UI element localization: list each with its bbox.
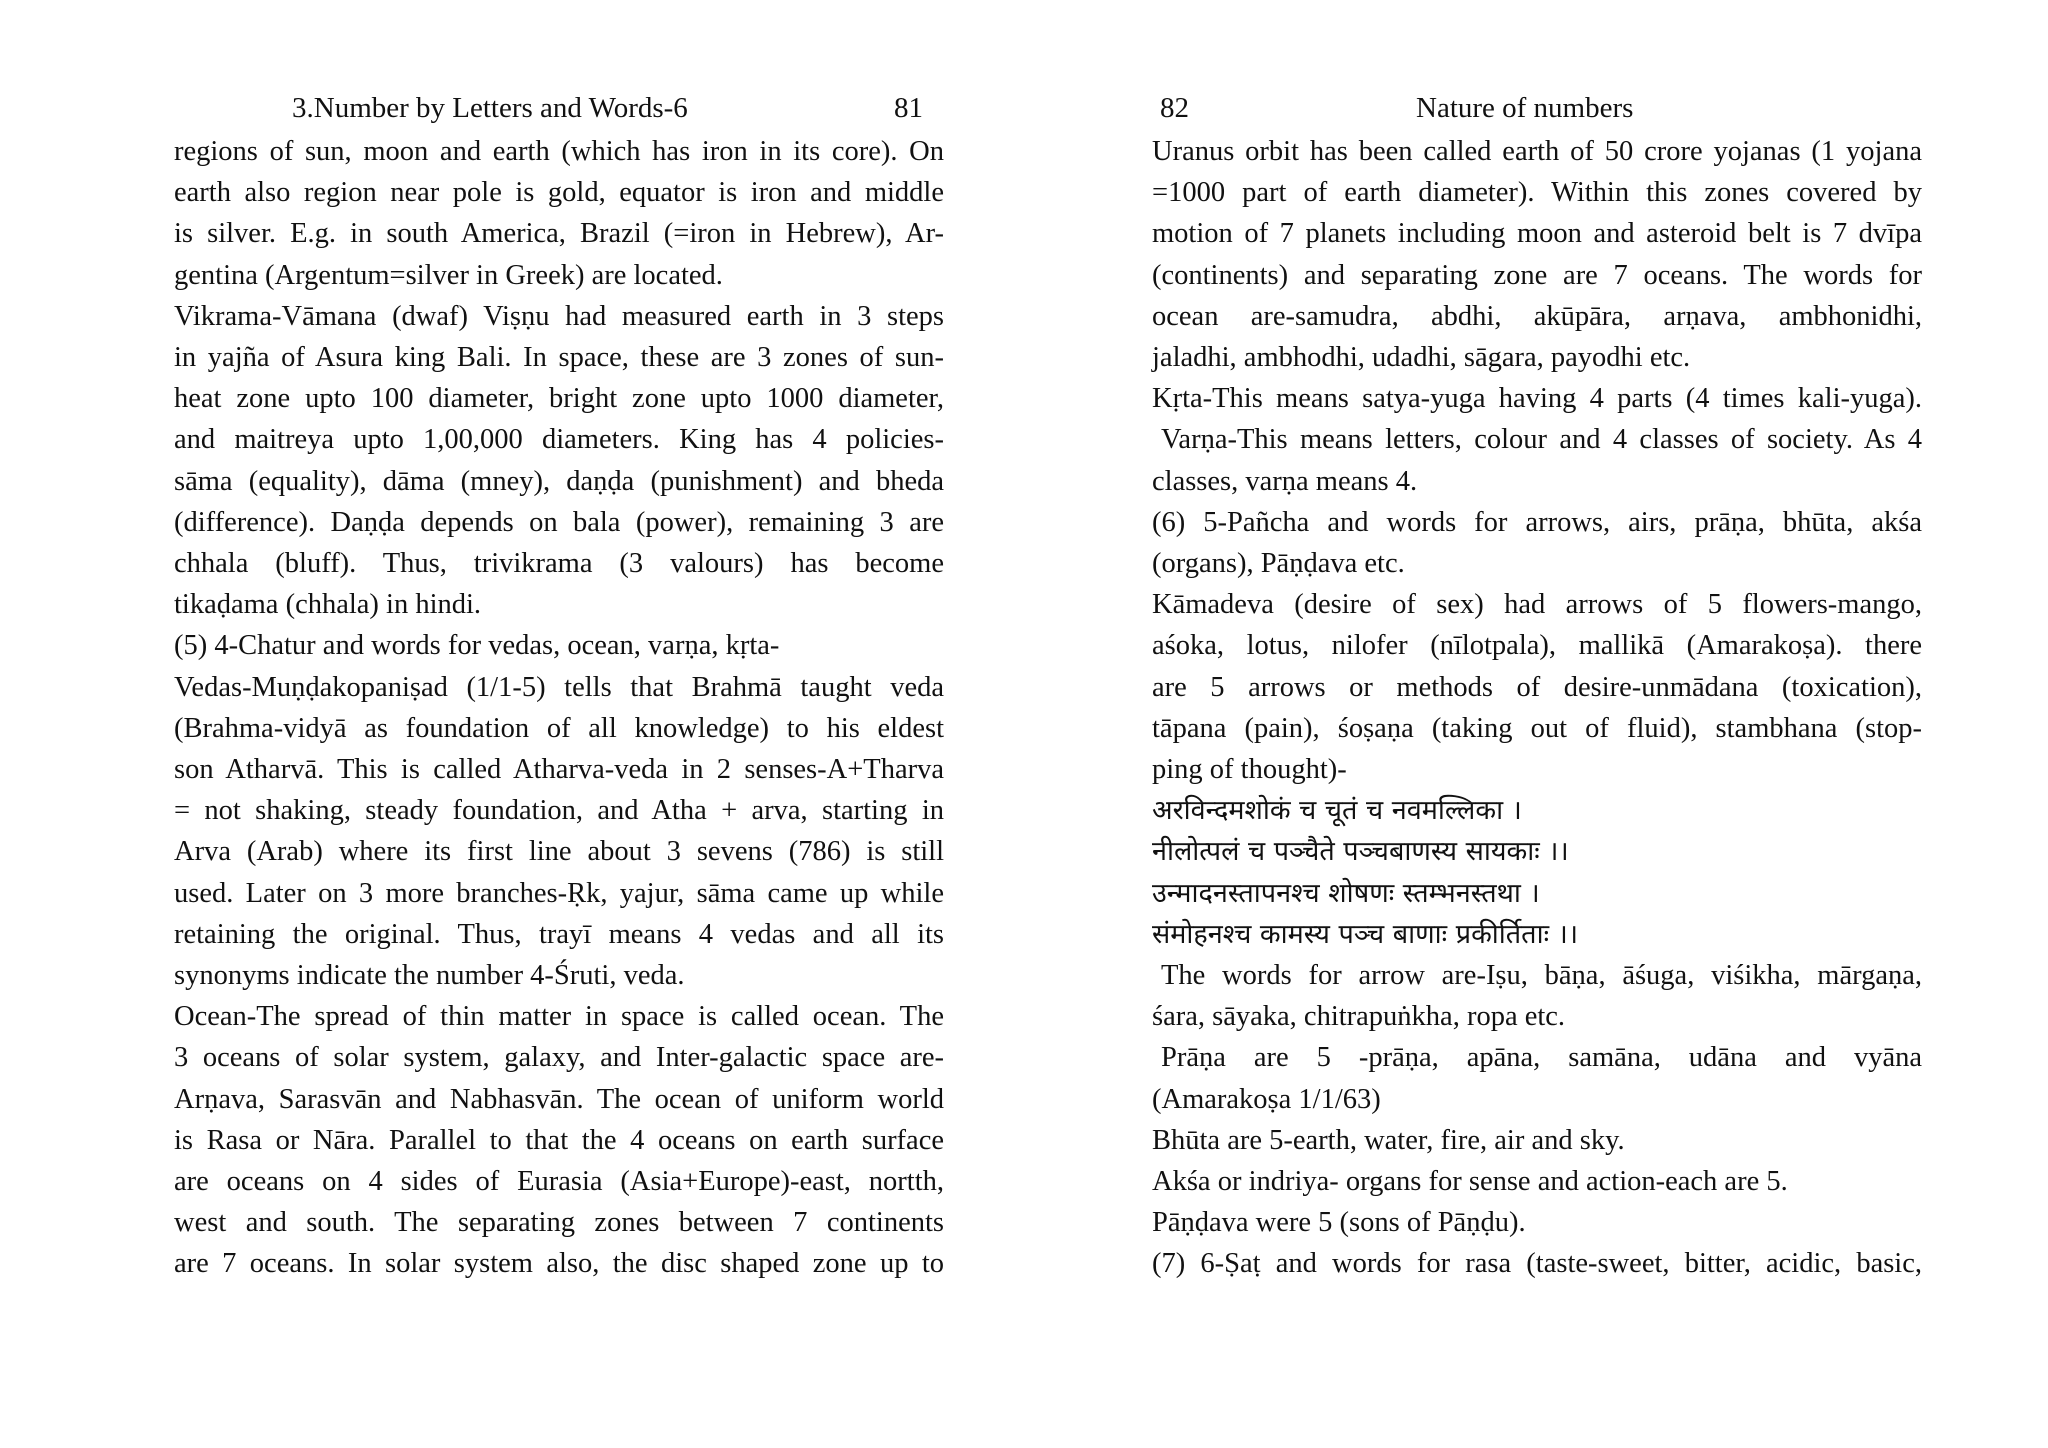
- text-line: Kāmadeva (desire of sex) had arrows of 5 flowers-mango,: [1152, 589, 1922, 621]
- text-line: (Brahma-vidyā as foundation of all knowledge) to his eldest: [174, 712, 944, 744]
- right-page: [1152, 90, 1922, 1285]
- text-line: are 7 oceans. In solar system also, the disc shaped zone up to: [174, 1248, 944, 1280]
- running-head: 3.Number by Letters and Words-6: [292, 92, 688, 124]
- text-line: Akśa or indriya- organs for sense and action-each are 5.: [1152, 1166, 1788, 1198]
- text-line: motion of 7 planets including moon and asteroid belt is 7 dvīpa: [1152, 218, 1922, 250]
- text-line: retaining the original. Thus, trayī means 4 vedas and all its: [174, 918, 944, 950]
- text-line: (difference). Daṇḍa depends on bala (power), remaining 3 are: [174, 506, 944, 538]
- text-line: is silver. E.g. in south America, Brazil (=iron in Hebrew), Ar-: [174, 218, 944, 250]
- left-page-header: [174, 90, 944, 130]
- text-line: Arva (Arab) where its first line about 3 sevens (786) is still: [174, 836, 944, 868]
- text-line: are 5 arrows or methods of desire-unmādana (toxication),: [1152, 671, 1922, 703]
- text-line: regions of sun, moon and earth (which has iron in its core). On: [174, 136, 944, 167]
- text-line: Varṇa-This means letters, colour and 4 classes of society. As 4: [1161, 424, 1922, 456]
- text-line: are oceans on 4 sides of Eurasia (Asia+Europe)-east, nortth,: [174, 1166, 944, 1198]
- right-page-header: [1152, 90, 1922, 130]
- text-line: 3 oceans of solar system, galaxy, and Inter-galactic space are-: [174, 1042, 944, 1074]
- text-line: (Amarakoṣa 1/1/63): [1152, 1083, 1381, 1115]
- running-head: Nature of numbers: [1416, 92, 1634, 124]
- text-line: in yajña of Asura king Bali. In space, these are 3 zones of sun-: [174, 342, 944, 374]
- page-number: 82: [1160, 92, 1189, 124]
- text-line: The words for arrow are-Iṣu, bāṇa, āśuga, viśikha, mārgaṇa,: [1161, 960, 1922, 992]
- text-line: Prāṇa are 5 -prāṇa, apāna, samāna, udāna and vyāna: [1161, 1042, 1922, 1074]
- text-line: अरविन्दमशोकं च चूतं च नवमल्लिका ।: [1152, 795, 1522, 827]
- left-page-body: [174, 131, 944, 1285]
- text-line: Bhūta are 5-earth, water, fire, air and sky.: [1152, 1124, 1625, 1156]
- text-line: heat zone upto 100 diameter, bright zone upto 1000 diameter,: [174, 383, 944, 415]
- text-line: son Atharvā. This is called Atharva-veda in 2 senses-A+Tharva: [174, 754, 944, 786]
- text-line: earth also region near pole is gold, equator is iron and middle: [174, 177, 944, 209]
- text-line: =1000 part of earth diameter). Within this zones covered by: [1152, 177, 1922, 209]
- text-line: (6) 5-Pañcha and words for arrows, airs, prāṇa, bhūta, akśa: [1152, 506, 1922, 538]
- page-number: 81: [894, 92, 923, 124]
- text-line: śara, sāyaka, chitrapuṅkha, ropa etc.: [1152, 1001, 1566, 1033]
- text-line: chhala (bluff). Thus, trivikrama (3 valours) has become: [174, 548, 944, 580]
- left-page: [174, 90, 944, 1285]
- text-line: used. Later on 3 more branches-Ṛk, yajur, sāma came up while: [174, 877, 944, 909]
- text-line: (7) 6-Ṣaṭ and words for rasa (taste-sweet, bitter, acidic, basic,: [1152, 1248, 1922, 1280]
- text-line: synonyms indicate the number 4-Śruti, veda.: [174, 960, 685, 992]
- text-line: Uranus orbit has been called earth of 50 crore yojanas (1 yojana: [1152, 136, 1922, 167]
- text-line: (5) 4-Chatur and words for vedas, ocean, varṇa, kṛta-: [174, 630, 780, 662]
- text-line: tikaḍama (chhala) in hindi.: [174, 589, 482, 621]
- text-line: Vikrama-Vāmana (dwaf) Viṣṇu had measured earth in 3 steps: [174, 300, 944, 332]
- text-line: ping of thought)-: [1152, 754, 1347, 786]
- text-line: is Rasa or Nāra. Parallel to that the 4 oceans on earth surface: [174, 1124, 944, 1156]
- text-line: jaladhi, ambhodhi, udadhi, sāgara, payodhi etc.: [1152, 342, 1691, 374]
- text-line: (continents) and separating zone are 7 oceans. The words for: [1152, 259, 1922, 291]
- right-page-body: [1152, 131, 1922, 1285]
- text-line: gentina (Argentum=silver in Greek) are located.: [174, 259, 723, 291]
- text-line: संमोहनश्च कामस्य पञ्च बाणाः प्रकीर्तिताः ।।: [1152, 918, 1579, 950]
- text-line: = not shaking, steady foundation, and Atha + arva, starting in: [174, 795, 944, 827]
- text-line: tāpana (pain), śoṣaṇa (taking out of fluid), stambhana (stop-: [1152, 712, 1922, 744]
- text-line: Pāṇḍava were 5 (sons of Pāṇḍu).: [1152, 1207, 1526, 1239]
- text-line: and maitreya upto 1,00,000 diameters. King has 4 policies-: [174, 424, 944, 456]
- text-line: classes, varṇa means 4.: [1152, 465, 1418, 497]
- text-line: (organs), Pāṇḍava etc.: [1152, 548, 1405, 580]
- text-line: उन्मादनस्तापनश्च शोषणः स्तम्भनस्तथा ।: [1152, 877, 1540, 909]
- text-line: नीलोत्पलं च पञ्चैते पञ्चबाणस्य सायकाः ।।: [1152, 836, 1569, 868]
- text-line: Vedas-Muṇḍakopaniṣad (1/1-5) tells that Brahmā taught veda: [174, 671, 944, 703]
- text-line: west and south. The separating zones between 7 continents: [174, 1207, 944, 1239]
- text-line: Kṛta-This means satya-yuga having 4 parts (4 times kali-yuga).: [1152, 383, 1922, 415]
- text-line: ocean are-samudra, abdhi, akūpāra, arṇava, ambhonidhi,: [1152, 300, 1922, 332]
- text-line: sāma (equality), dāma (mney), daṇḍa (punishment) and bheda: [174, 465, 944, 497]
- text-line: Ocean-The spread of thin matter in space is called ocean. The: [174, 1001, 944, 1033]
- text-line: Arṇava, Sarasvān and Nabhasvān. The ocean of uniform world: [174, 1083, 944, 1115]
- text-line: aśoka, lotus, nilofer (nīlotpala), mallikā (Amarakoṣa). there: [1152, 630, 1922, 662]
